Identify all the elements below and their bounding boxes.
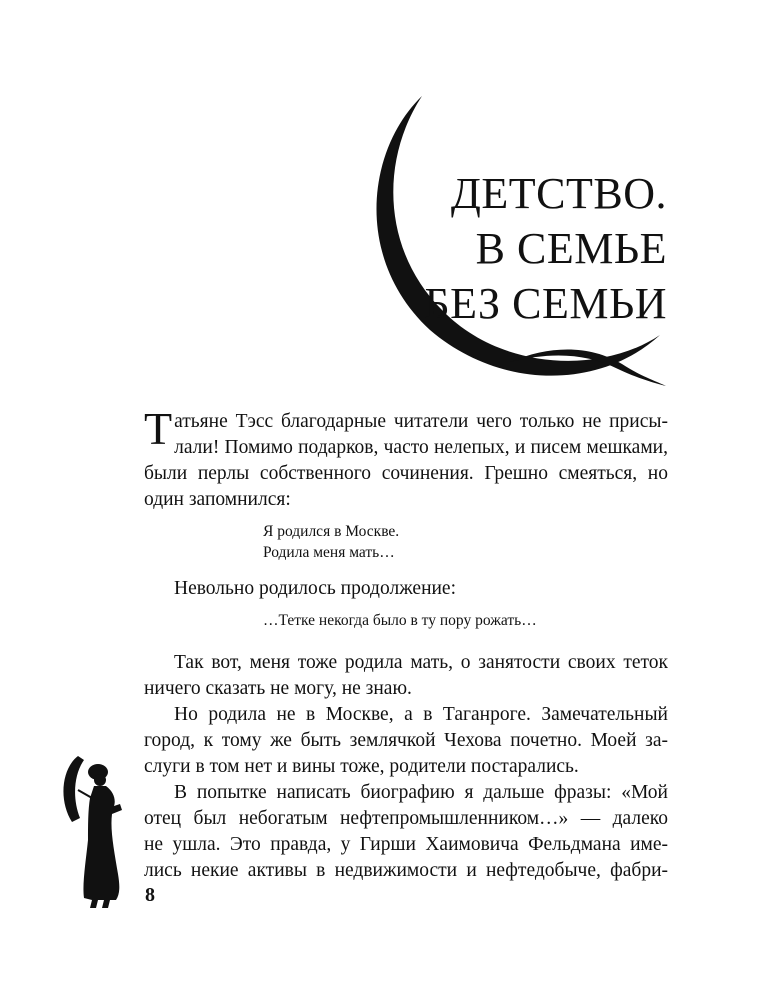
intro-paragraph: [144, 403, 668, 513]
chapter-title: [424, 166, 667, 331]
text-line: Но родила не в Москве, а в Таганроге. Замечательный: [174, 704, 668, 725]
text-line: один запомнился:: [144, 489, 291, 510]
text-line: атьяне Тэсс благодарные читатели чего только не присы-: [174, 411, 668, 432]
paragraph: [144, 650, 668, 702]
verse-quote: [263, 610, 537, 631]
paragraph: [144, 780, 668, 884]
text-line: Так вот, меня тоже родила мать, о занятости своих теток: [174, 652, 668, 673]
text-line: лали! Помимо подарков, часто нелепых, и писем мешками,: [174, 437, 668, 458]
text-line: не ушла. Это правда, у Гирши Хаимовича Фельдмана име-: [144, 834, 668, 855]
verse-line: Я родился в Москве.: [263, 523, 400, 540]
text-line: лись некие активы в недвижимости и нефтедобыче, фабри-: [144, 860, 668, 881]
verse-line: …Тетке некогда было в ту пору рожать…: [263, 612, 537, 629]
chapter-title-line: БЕЗ СЕМЬИ: [424, 279, 667, 328]
chapter-title-line: В СЕМЬЕ: [475, 224, 667, 273]
text-line: Невольно родилось продолжение:: [174, 578, 457, 599]
text-line: В попытке написать биографию я дальше фразы: «Мой: [174, 782, 668, 803]
text-line: были перлы собственного сочинения. Грешно смеяться, но: [144, 463, 668, 484]
woman-with-umbrella-silhouette-icon: [58, 750, 138, 910]
text-line: слуги в том нет и вины тоже, родители постарались.: [144, 756, 579, 777]
text-line: город, к тому же быть землячкой Чехова почетно. Моей за-: [144, 730, 668, 751]
paragraph: [144, 576, 668, 602]
paragraph: [144, 702, 668, 780]
text-line: отец был небогатым нефтепромышленником…» — далеко: [144, 808, 668, 829]
text-line: ничего сказать не могу, не знаю.: [144, 678, 412, 699]
verse-line: Родила меня мать…: [263, 544, 395, 561]
verse-quote: [263, 521, 399, 563]
drop-cap: Т: [144, 403, 173, 454]
page-number: 8: [145, 884, 155, 906]
chapter-title-line: ДЕТСТВО.: [450, 169, 667, 218]
